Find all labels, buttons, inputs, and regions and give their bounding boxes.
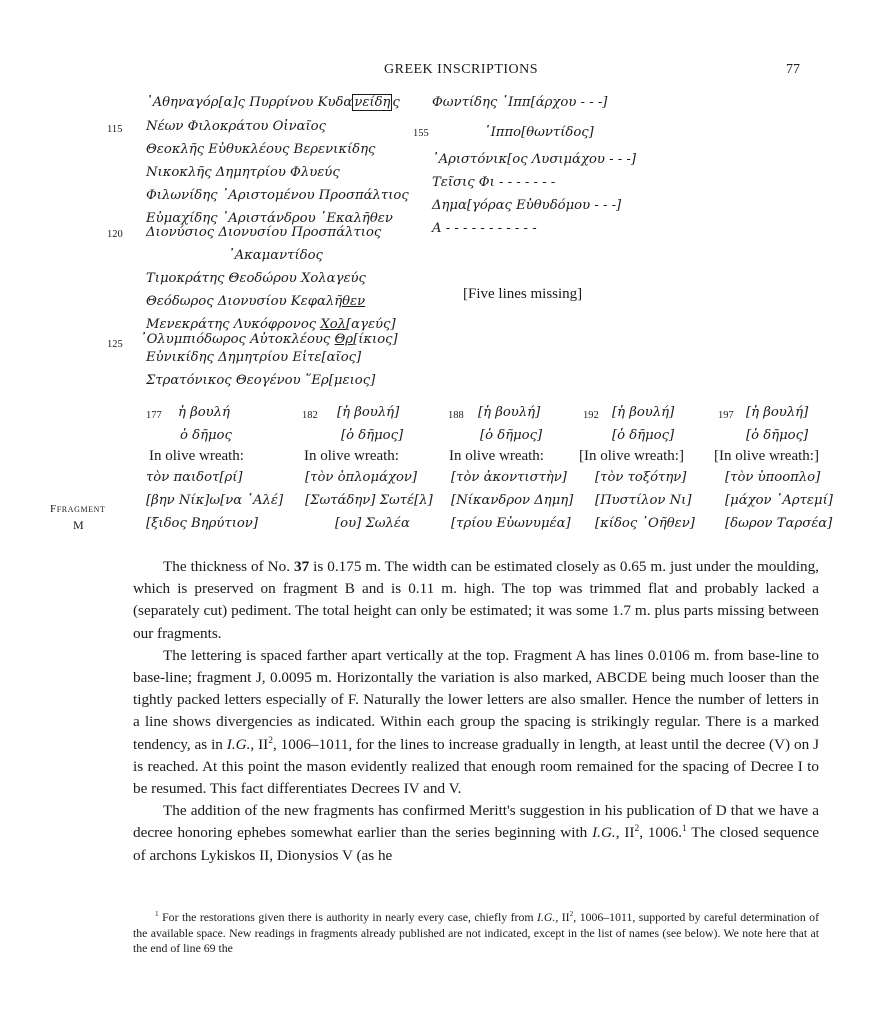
honor-line: τὸν παιδοτ[ρί] <box>146 470 243 485</box>
footnote-mark: 1 <box>155 909 159 919</box>
inscription-line: Δημα[γόρας Εὐθυδόμου - - -] <box>432 198 622 213</box>
inscription-line: Θεοκλῆς Εὐθυκλέους Βερενικίδης <box>146 142 376 157</box>
tribe-heading: ῾Ιππο[θωντίδος] <box>484 125 594 140</box>
wreath-label: In olive wreath: <box>149 448 244 464</box>
inscription-line: Εὐμαχίδης ᾿Αριστάνδρου ῾Εκαλῆθεν <box>146 211 393 226</box>
line-number: 155 <box>413 128 429 139</box>
honor-line: [Πυστίλον Νι] <box>595 493 692 508</box>
inscription-line: Α - - - - - - - - - - - <box>432 221 537 236</box>
inscription-line: ᾿Αριστόνικ[ος Λυσιμάχου - - -] <box>432 152 637 167</box>
fragment-letter: M <box>73 518 84 532</box>
paragraph: The lettering is spaced farther apart vertically at the top. Fragment A has lines 0.0106 m. from base-line to base-line; fragment J, 0.0095 m. Horizontally the variation is also marked, ABCDE being much looser than the tightly packed letters especially of F. Naturally the lower letters are also smaller. Hence the number of letters in a line shows divergencies as indicated. Within each group the spacing is strikingly regular. There is a marked tendency, as in I.G., $II^2$, 1006–1011, for the lines to increase gradually in length, at least until the decree (V) on J is reached. At this point the mason evidently realized that enough room remained for the spacing of Decree I to be resumed. This fact differentiates Decrees IV and V. <box>133 646 819 798</box>
line-number: 125 <box>107 339 123 350</box>
footnote <box>133 910 819 957</box>
fragment-label: Ffragment <box>50 503 106 515</box>
boule-line: [ἡ βουλή] <box>746 405 809 420</box>
tribe-heading: ᾿Ακαμαντίδος <box>228 248 323 263</box>
honor-line: [βην Νίκ]ω[να ᾿Αλέ] <box>146 493 284 508</box>
decree-number: 177 <box>146 410 162 421</box>
honor-line: [ου] Σωλέα <box>335 516 410 531</box>
demos-line: [ὁ δῆμος] <box>480 428 543 443</box>
inscription-line: Διονύσιος Διονυσίου Προσπάλτιος <box>146 225 382 240</box>
wreath-label: [In olive wreath:] <box>579 448 684 464</box>
inscription-line: Νικοκλῆς Δημητρίου Φλυεύς <box>146 165 340 180</box>
honor-line: [τὸν ὁπλομάχον] <box>305 470 418 485</box>
inscription-line: Τιμοκράτης Θεοδώρου Χολαγεύς <box>146 271 366 286</box>
footnote-text: $^1$ For the restorations given there is authority in nearly every case, chiefly from I.G., $II^2$, 1006–1011, supported by careful determination of the available space. New readings in fragments already published are not indicated, except in the list of names (see below). We note here that at the end of line 69 the <box>133 909 820 956</box>
inscription-line: Στρατόνικος Θεογένου ῞Ερ[μειος] <box>146 373 376 388</box>
inscription-line: Εὐνικίδης Δημητρίου Εἰτε[αῖος] <box>146 350 362 365</box>
honor-line: [τὸν ἀκοντιστὴν] <box>451 470 567 485</box>
body-text <box>133 556 819 867</box>
boxed-restoration: νείδη <box>354 95 391 110</box>
footnote-reference: 1 <box>682 824 687 835</box>
page-number: 77 <box>786 62 800 77</box>
boule-line: ἡ βουλή <box>178 405 230 420</box>
wreath-label: In olive wreath: <box>304 448 399 464</box>
boule-line: [ἡ βουλή] <box>337 405 400 420</box>
inscription-line: Μενεκράτης Λυκόφρονος Χολ[αγεύς] <box>146 317 396 332</box>
running-title: GREEK INSCRIPTIONS <box>384 62 539 77</box>
honor-line: [ξιδος Βηρύτιον] <box>146 516 258 531</box>
decree-number: 188 <box>448 410 464 421</box>
demos-line: [ὁ δῆμος] <box>746 428 809 443</box>
inscription-line: Τεῖσις Φι - - - - - - - <box>432 175 556 190</box>
honor-line: [Σωτάδην] Σωτέ[λ] <box>305 493 433 508</box>
inscription-line: Φωντίδης ῾Ιππ[άρχου - - -] <box>432 95 608 110</box>
demos-line: ὁ δῆμος <box>180 428 232 443</box>
honor-line: [μάχον ᾿Αρτεμί] <box>725 493 833 508</box>
honor-line: [δωρον Ταρσέα] <box>725 516 833 531</box>
honor-line: [τὸν τοξότην] <box>595 470 687 485</box>
inscription-line: ᾿Αθηναγόρ[α]ς Πυρρίνου Κυδα νείδη ς <box>146 95 400 110</box>
inscription-line: Νέων Φιλοκράτου Οἰναῖος <box>146 119 327 134</box>
wreath-label: [In olive wreath:] <box>714 448 819 464</box>
inscription-line: Θεόδωρος Διονυσίου Κεφαλῆθεν <box>146 294 366 309</box>
decree-number: 192 <box>583 410 599 421</box>
decree-number: 197 <box>718 410 734 421</box>
inscription-line: ᾿Ολυμπιόδωρος Αὐτοκλέους Θρ[ίκιος] <box>140 332 398 347</box>
inscription-line: Φιλωνίδης ᾿Αριστομένου Προσπάλτιος <box>146 188 409 203</box>
boule-line: [ἡ βουλή] <box>478 405 541 420</box>
wreath-label: In olive wreath: <box>449 448 544 464</box>
honor-line: [Νίκανδρον Δημη] <box>451 493 574 508</box>
boule-line: [ἡ βουλή] <box>612 405 675 420</box>
demos-line: [ὁ δῆμος] <box>612 428 675 443</box>
honor-line: [τρίου Εὐωνυμέα] <box>451 516 571 531</box>
line-number: 120 <box>107 229 123 240</box>
honor-line: [κίδος ᾿Οῆθεν] <box>595 516 695 531</box>
decree-number: 182 <box>302 410 318 421</box>
honor-line: [τὸν ὑποοπλο] <box>725 470 821 485</box>
missing-lines-note: [Five lines missing] <box>463 286 583 302</box>
demos-line: [ὁ δῆμος] <box>341 428 404 443</box>
paragraph: The thickness of No. 37 is 0.175 m. The width can be estimated closely as 0.65 m. just under the moulding, which is preserved on fragment B and is 0.11 m. high. The top was trimmed flat and probably lacked a (separately cut) pediment. The total height can only be estimated; it was some 1.7 m. plus parts missing between our fragments. <box>133 558 819 642</box>
line-number: 115 <box>107 124 123 135</box>
paragraph: The addition of the new fragments has confirmed Meritt's suggestion in his publication of D that we have a decree honoring ephebes somewhat earlier than the series beginning with I.G., $II^2$, 1006.$^1$ The closed sequence of archons Lykiskos II, Dionysios V (as he <box>133 802 819 864</box>
